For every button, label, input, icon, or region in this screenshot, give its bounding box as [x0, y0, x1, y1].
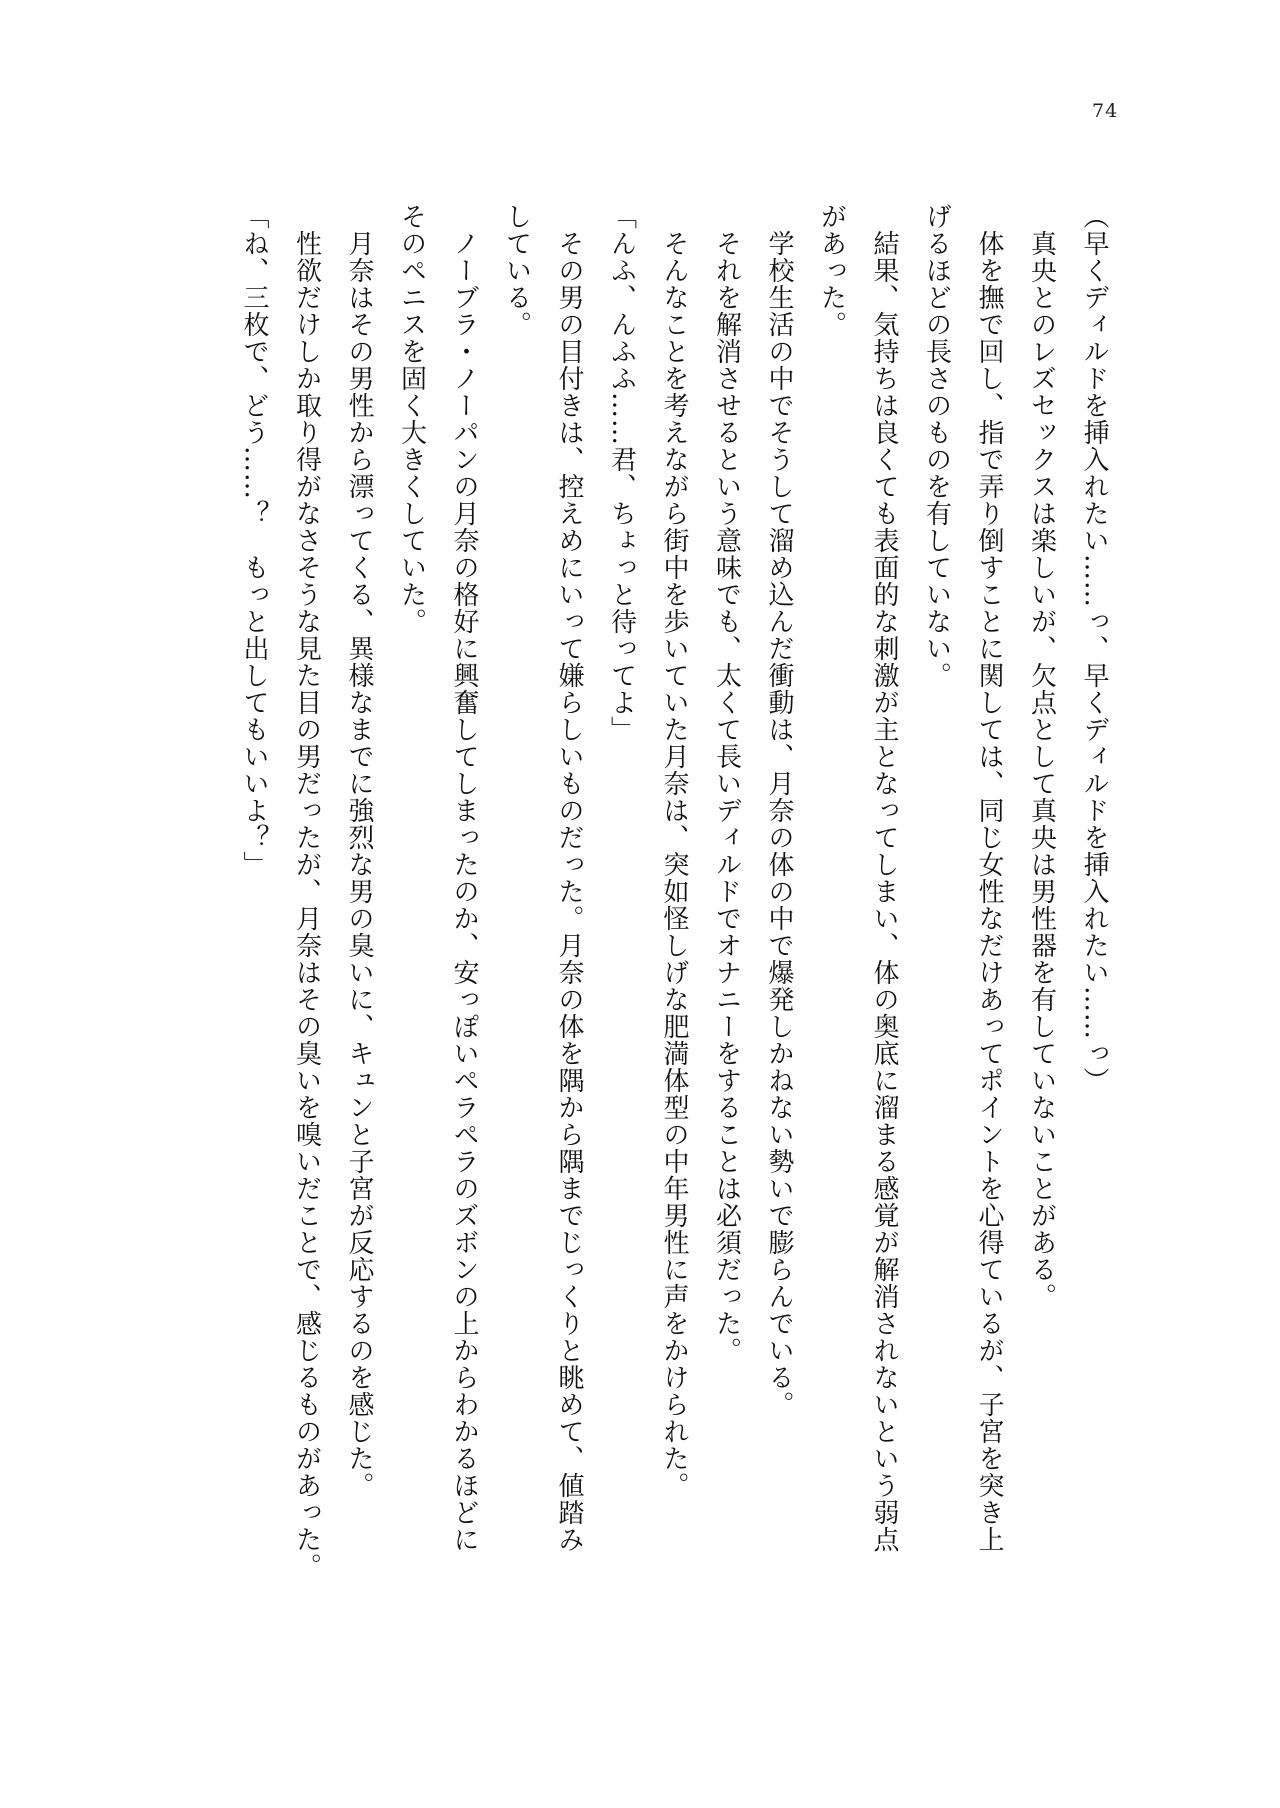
paragraph-continuation-line: している。	[501, 203, 532, 338]
paragraph-line: ノーブラ・ノーパンの月奈の格好に興奮してしまったのか、安っぽいペラペラのズボンの上からわかるほどに	[449, 203, 479, 1553]
paragraph-line: 真央とのレズセックスは楽しいが、欠点として真央は男性器を有していないことがある。	[1026, 203, 1057, 1310]
paragraph-line: 結果、気持ちは良くても表面的な刺激が主となってしまい、体の奥底に溜まる感覚が解消されないという弱点	[869, 203, 899, 1553]
paragraph-line: そんなことを考えながら街中を歩いていた月奈は、突如怪しげな肥満体型の中年男性に声をかけられた。	[659, 203, 689, 1499]
paragraph-continuation-line: があった。	[816, 203, 847, 338]
page-number: 74	[1092, 100, 1119, 122]
dialogue-line: 「んふ、んふふ……君、ちょっと待ってよ」	[606, 203, 637, 743]
paragraph-continuation-line: げるほどの長さのものを有していない。	[921, 203, 952, 689]
paragraph-line: 月奈はその男性から漂ってくる、異様なまでに強烈な男の臭いに、キュンと子宮が反応するのを感じた。	[344, 203, 374, 1499]
dialogue-line: 「ね、三枚で、どう……？ もっと出してもいいよ？」	[239, 203, 269, 878]
paragraph-line: 学校生活の中でそうして溜め込んだ衝動は、月奈の体の中で爆発しかねない勢いで膨らんでいる。	[764, 203, 794, 1418]
paragraph-line: 性欲だけしか取り得がなさそうな見た目の男だったが、月奈はその臭いを嗅いだことで、感じるものがあった。	[291, 203, 322, 1580]
paragraph-line: それを解消させるという意味でも、太くて長いディルドでオナニーをすることは必須だった。	[711, 203, 742, 1364]
paragraph-line: （早くディルドを挿入れたい……っ、早くディルドを挿入れたい……っ）	[1079, 203, 1109, 1094]
paragraph-continuation-line: そのペニスを固く大きくしていた。	[396, 203, 427, 635]
vertical-body-text	[228, 203, 1121, 1643]
paragraph-line: 体を撫で回し、指で弄り倒すことに関しては、同じ女性なだけあってポイントを心得ているが、子宮を突き上	[974, 203, 1004, 1553]
paragraph-line: その男の目付きは、控えめにいって嫌らしいものだった。月奈の体を隅から隅までじっくりと眺めて、値踏み	[554, 203, 584, 1553]
